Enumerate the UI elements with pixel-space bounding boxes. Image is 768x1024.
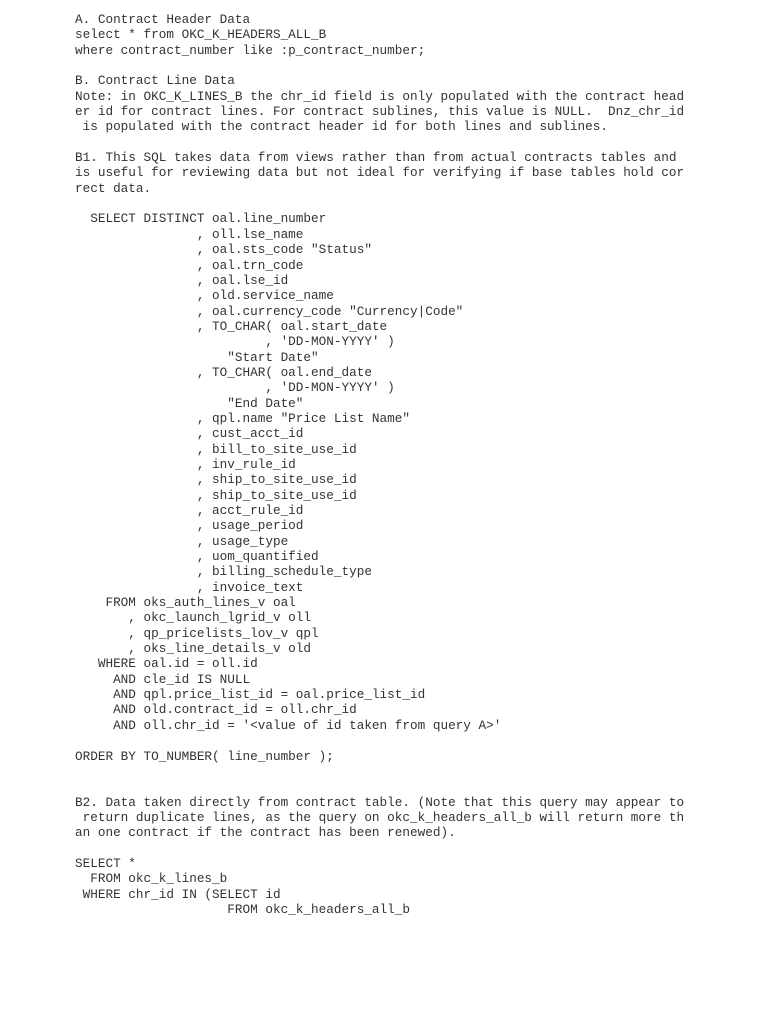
text-line: Note: in OKC_K_LINES_B the chr_id field is only populated with the contract head [75,88,685,104]
text-line: return duplicate lines, as the query on okc_k_headers_all_b will return more th [75,809,685,825]
text-line: "End Date" [75,395,304,411]
text-line: rect data. [75,180,152,196]
text-line: B. Contract Line Data [75,73,235,89]
text-line: "Start Date" [75,349,319,365]
text-line [75,779,755,794]
text-line: SELECT DISTINCT oal.line_number [75,211,327,227]
text-line: , oal.currency_code "Currency|Code" [75,303,464,319]
text-line: , billing_schedule_type [75,564,372,580]
text-line: , oal.trn_code [75,257,304,273]
text-line: where contract_number like :p_contract_number; [75,42,426,58]
text-line: , inv_rule_id [75,456,296,472]
text-line: FROM okc_k_headers_all_b [75,901,411,917]
text-line [75,135,755,150]
text-line: , cust_acct_id [75,426,304,442]
text-line: , TO_CHAR( oal.end_date [75,364,372,380]
text-line: A. Contract Header Data [75,12,251,27]
text-line: an one contract if the contract has been renewed). [75,825,456,841]
text-line: WHERE chr_id IN (SELECT id [75,886,281,902]
text-line: , qpl.name "Price List Name" [75,410,411,426]
text-line: FROM oks_auth_lines_v oal [75,595,296,611]
text-line: B1. This SQL takes data from views rather than from actual contracts tables and [75,150,677,166]
text-line: , ship_to_site_use_id [75,472,357,488]
text-line [75,196,755,211]
text-line: AND cle_id IS NULL [75,671,251,687]
text-line: , usage_type [75,533,289,549]
text-line: ORDER BY TO_NUMBER( line_number ); [75,748,334,764]
text-line: is populated with the contract header id for both lines and sublines. [75,119,608,135]
text-line: , old.service_name [75,288,334,304]
text-line: AND oll.chr_id = '<value of id taken from query A>' [75,717,502,733]
text-line: , oll.lse_name [75,226,304,242]
text-line: AND qpl.price_list_id = oal.price_list_id [75,687,426,703]
text-line: er id for contract lines. For contract sublines, this value is NULL. Dnz_chr_id [75,104,685,120]
text-line: is useful for reviewing data but not ideal for verifying if base tables hold cor [75,165,685,181]
text-line: SELECT * [75,855,136,871]
text-line: , usage_period [75,518,304,534]
text-line: , TO_CHAR( oal.start_date [75,318,388,334]
text-line: select * from OKC_K_HEADERS_ALL_B [75,27,327,43]
text-line: , qp_pricelists_lov_v qpl [75,625,319,641]
text-line [75,58,755,73]
text-line [75,764,755,779]
text-line: , bill_to_site_use_id [75,441,357,457]
text-line: , invoice_text [75,579,304,595]
text-line: , oks_line_details_v old [75,641,312,657]
text-line: , uom_quantified [75,549,319,565]
text-line: FROM okc_k_lines_b [75,871,228,887]
text-line: , acct_rule_id [75,503,304,518]
text-line: , oal.sts_code "Status" [75,242,372,258]
text-line: , oal.lse_id [75,272,289,288]
text-line: , 'DD-MON-YYYY' ) [75,380,395,396]
text-line: , 'DD-MON-YYYY' ) [75,334,395,350]
text-line: , okc_launch_lgrid_v oll [75,610,312,626]
text-line: WHERE oal.id = oll.id [75,656,258,672]
text-line: B2. Data taken directly from contract table. (Note that this query may appear to [75,794,685,810]
text-line: , ship_to_site_use_id [75,487,357,503]
text-line [75,841,755,856]
text-line [75,733,755,748]
document-body [75,12,755,917]
text-line: AND old.contract_id = oll.chr_id [75,702,357,718]
